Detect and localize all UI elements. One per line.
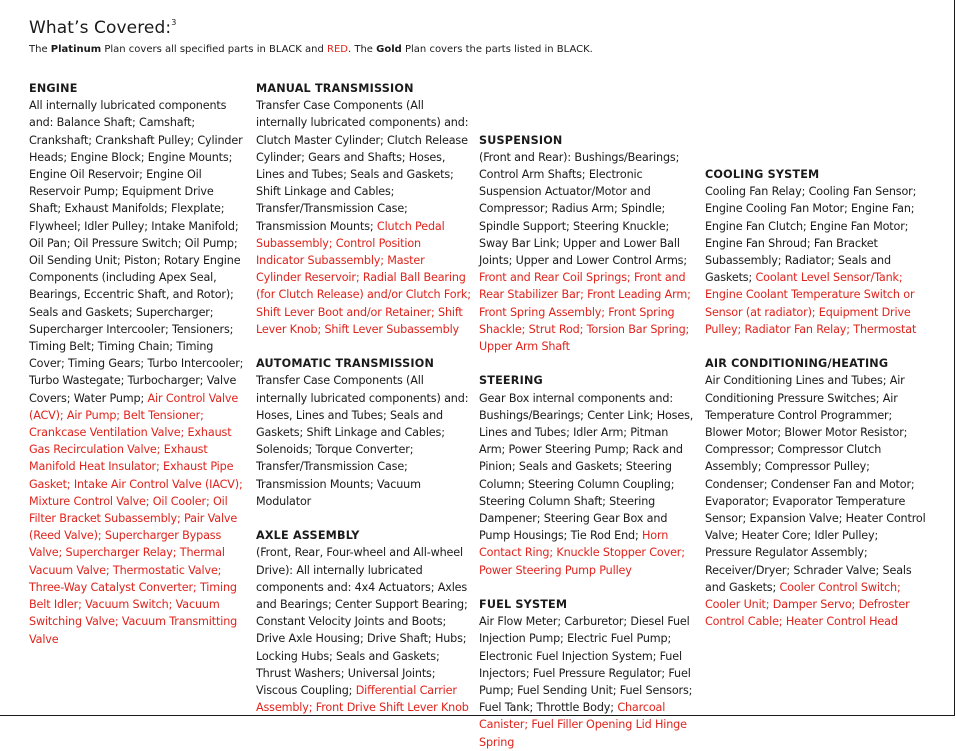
section-heading: AIR CONDITIONING/HEATING — [705, 357, 889, 371]
column-2 — [256, 80, 472, 716]
plan-intro — [29, 44, 593, 55]
covered-black-parts: Air Conditioning Lines and Tubes; Air Conditioning Pressure Switches; Air Temperature Control Programmer; Blower Motor; Blower Motor Resistor; Compressor; Compressor Clutch Assembly; Compressor Pulley; Condenser; Condenser Fan and Motor; Evaporator; Evaporator Temperature Sensor; Expansion Valve; Heater Control Valve; Heater Core; Idler Pulley; Pressure Regulator Assembly; Receiver/Dryer; Schrader Valve; Seals and Gaskets; — [705, 374, 926, 594]
section-body — [479, 149, 695, 355]
section-body — [256, 372, 472, 510]
cooling-system-section — [705, 166, 927, 338]
covered-black-parts: (Front, Rear, Four-wheel and All-wheel Drive): All internally lubricated components and: 4x4 Actuators; Axles and Bearings; Center Support Bearing; Constant Velocity Joints and Boots; Drive Axle Housing; Drive Shaft; Hubs; Locking Hubs; Seals and Gaskets; Thrust Washers; Universal Joints; Viscous Coupling; — [256, 546, 468, 698]
covered-red-parts: Differential Carrier Assembly; Front Drive Shift Lever Knob — [256, 684, 469, 715]
section-body — [705, 372, 927, 630]
covered-red-parts: Charcoal Canister; Fuel Filler Opening Lid Hinge Spring — [479, 701, 687, 749]
intro-text: The — [29, 44, 51, 55]
title-text: What’s Covered: — [29, 18, 172, 38]
intro-text: Plan covers all specified parts in BLACK and — [101, 44, 328, 55]
section-heading: FUEL SYSTEM — [479, 598, 568, 612]
covered-black-parts: Cooling Fan Relay; Cooling Fan Sensor; Engine Cooling Fan Motor; Engine Fan; Engine Fan Clutch; Engine Fan Motor; Engine Fan Shroud; Fan Bracket Subassembly; Radiator; Seals and Gaskets; — [705, 185, 917, 285]
covered-black-parts: Air Flow Meter; Carburetor; Diesel Fuel Injection Pump; Electric Fuel Pump; Electronic Fuel Injection System; Fuel Injectors; Fuel Pressure Regulator; Fuel Pump; Fuel Sending Unit; Fuel Sensors; Fuel Tank; Throttle Body; — [479, 615, 693, 715]
section-heading: MANUAL TRANSMISSION — [256, 82, 414, 95]
fuel-system-section — [479, 596, 695, 751]
covered-black-parts: (Front and Rear): Bushings/Bearings; Control Arm Shafts; Electronic Suspension Actuator/Motor and Compressor; Radius Arm; Spindle; Spindle Support; Steering Knuckle; Sway Bar Link; Upper and Lower Ball Joints; Upper and Lower Control Arms; — [479, 150, 687, 267]
covered-red-parts: Coolant Level Sensor/Tank; Engine Coolant Temperature Switch or Sensor (at radiator); Equipment Drive Pulley; Radiator Fan Relay; Thermostat — [705, 271, 917, 336]
covered-red-parts: Horn Contact Ring; Knuckle Stopper Cover; Power Steering Pump Pulley — [479, 529, 685, 577]
page-title — [29, 18, 176, 38]
suspension-section — [479, 132, 695, 356]
section-heading: STEERING — [479, 374, 543, 388]
covered-black-parts: Gear Box internal components and: Bushings/Bearings; Center Link; Hoses, Lines and Tubes; Idler Arm; Pitman Arm; Power Steering Pump; Rack and Pinion; Seals and Gaskets; Steering Column; Steering Column Coupling; Steering Column Shaft; Steering Dampener; Steering Gear Box and Pump Housings; Tie Rod End; — [479, 391, 694, 543]
covered-black-parts: Transfer Case Components (All internally lubricated components) and: Hoses, Lines and Tubes; Seals and Gaskets; Shift Linkage and Cables; Solenoids; Torque Converter; Transfer/Transmission Case; Transmission Mounts; Vacuum Modulator — [256, 374, 469, 508]
section-body — [256, 544, 472, 716]
engine-section — [29, 80, 245, 648]
column-3 — [479, 80, 695, 751]
section-body — [705, 183, 927, 338]
footnote-marker: 3 — [171, 18, 177, 27]
section-heading: AUTOMATIC TRANSMISSION — [256, 357, 435, 371]
gold-plan-name: Gold — [376, 44, 402, 55]
column-4 — [705, 80, 927, 630]
covered-red-parts: Clutch Pedal Subassembly; Control Position Indicator Subassembly; Master Cylinder Reservoir; Radial Ball Bearing (for Clutch Release) and/or Clutch Fork; Shift Lever Boot and/or Retainer; Shift Lever Knob; Shift Lever Subassembly — [256, 219, 471, 336]
automatic-transmission-section — [256, 355, 472, 510]
column-1 — [29, 80, 245, 648]
section-body — [479, 613, 695, 751]
axle-assembly-section — [256, 527, 472, 716]
platinum-plan-name: Platinum — [50, 44, 102, 55]
section-body — [256, 97, 472, 338]
manual-transmission-section — [256, 80, 472, 338]
section-heading: ENGINE — [29, 82, 78, 95]
steering-section — [479, 372, 695, 578]
intro-text: . The — [348, 44, 377, 55]
section-heading: SUSPENSION — [479, 133, 563, 147]
section-heading: COOLING SYSTEM — [705, 167, 820, 181]
red-keyword: RED — [327, 44, 348, 55]
covered-black-parts: Transfer Case Components (All internally lubricated components) and: Clutch Master Cylinder; Clutch Release Cylinder; Gears and Shafts; Hoses, Lines and Tubes; Seals and Gaskets; Shift Linkage and Cables; Transfer/Transmission Case; Transmission Mounts; — [256, 99, 469, 233]
section-heading: AXLE ASSEMBLY — [256, 529, 360, 543]
covered-black-parts: All internally lubricated components and: Balance Shaft; Camshaft; Crankshaft; Crankshaft Pulley; Cylinder Heads; Engine Block; Engine Mounts; Engine Oil Reservoir; Engine Oil Reservoir Pump; Equipment Drive Shaft; Exhaust Manifolds; Flexplate; Flywheel; Idler Pulley; Intake Manifold; Oil Pan; Oil Pressure Switch; Oil Pump; Oil Sending Unit; Piston; Rotary Engine Components (including Apex Seal, Bearings, Eccentric Shaft, and Rotor); Seals and Gaskets; Supercharger; Supercharger Intercooler; Tensioners; Timing Belt; Timing Chain; Timing Cover; Timing Gears; Turbo Intercooler; Turbo Wastegate; Turbocharger; Valve Covers; Water Pump; — [29, 99, 244, 405]
section-body — [479, 390, 695, 579]
intro-text: Plan covers the parts listed in BLACK. — [401, 44, 593, 55]
air-conditioning-section — [705, 355, 927, 630]
covered-red-parts: Cooler Control Switch; Cooler Unit; Damper Servo; Defroster Control Cable; Heater Control Head — [705, 580, 910, 629]
covered-red-parts: Front and Rear Coil Springs; Front and Rear Stabilizer Bar; Front Leading Arm; Front Spring Assembly; Front Spring Shackle; Strut Rod; Torsion Bar Spring; Upper Arm Shaft — [479, 271, 691, 353]
section-body — [29, 97, 245, 648]
covered-red-parts: Air Control Valve (ACV); Air Pump; Belt Tensioner; Crankcase Ventilation Valve; Exhaust Gas Recirculation Valve; Exhaust Manifold Heat Insulator; Exhaust Pipe Gasket; Intake Air Control Valve (IACV); Mixture Control Valve; Oil Cooler; Oil Filter Bracket Subassembly; Pair Valve (Reed Valve); Supercharger Bypass Valve; Supercharger Relay; Thermal Vacuum Valve; Thermostatic Valve; Three-Way Catalyst Converter; Timing Belt Idler; Vacuum Switch; Vacuum Switching Valve; Vacuum Transmitting Valve — [29, 391, 243, 646]
